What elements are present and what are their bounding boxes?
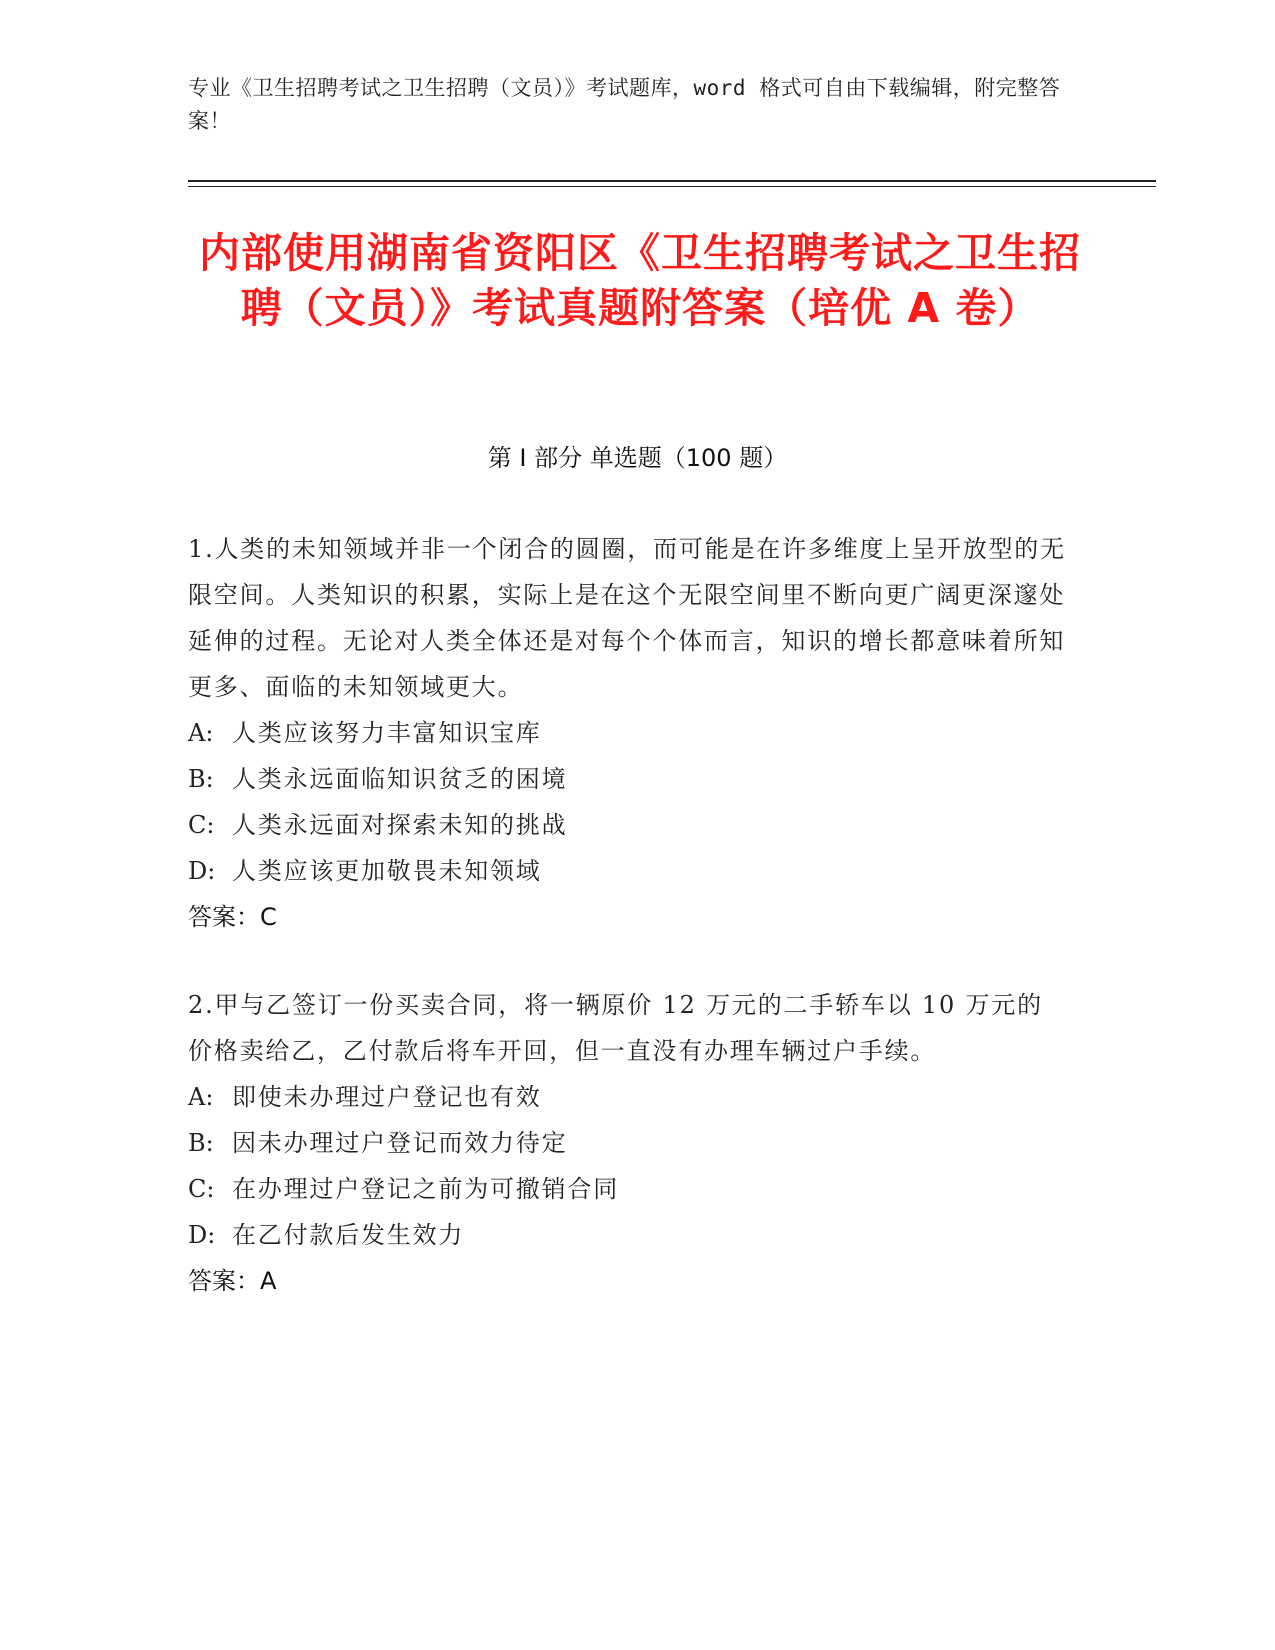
question-2 [188,982,1068,1304]
document-title: 内部使用湖南省资阳区《卫生招聘考试之卫生招聘（文员）》考试真题附答案（培优 A 卷） [199,229,1081,332]
header-divider-thin [188,186,1156,187]
option-text: 人类永远面临知识贫乏的困境 [232,765,568,793]
option-a [188,710,1068,756]
option-d [188,1212,1068,1258]
option-key: B: [188,765,214,793]
option-key: C: [188,1175,215,1203]
option-c [188,802,1068,848]
option-key: D: [188,857,216,885]
option-key: A: [188,719,214,747]
option-a [188,1074,1068,1120]
option-text: 即使未办理过户登记也有效 [232,1083,542,1111]
option-c [188,1166,1068,1212]
header-divider-thick [188,180,1156,182]
option-text: 在办理过户登记之前为可撤销合同 [232,1175,619,1203]
option-text: 因未办理过户登记而效力待定 [232,1129,568,1157]
option-key: A: [188,1083,214,1111]
answer: 答案：A [188,1267,277,1295]
option-b [188,756,1068,802]
option-b [188,1120,1068,1166]
option-text: 人类永远面对探索未知的挑战 [232,811,568,839]
answer: 答案：C [188,903,277,931]
question-stem: 2.甲与乙签订一份买卖合同，将一辆原价 12 万元的二手轿车以 10 万元的价格卖给乙，乙付款后将车开回，但一直没有办理车辆过户手续。 [188,991,1043,1065]
section-title: 第 I 部分 单选题（100 题） [487,444,788,472]
option-text: 人类应该更加敬畏未知领域 [232,857,542,885]
option-key: B: [188,1129,214,1157]
option-d [188,848,1068,894]
option-text: 在乙付款后发生效力 [232,1221,465,1249]
option-key: C: [188,811,215,839]
header-note: 专业《卫生招聘考试之卫生招聘（文员）》考试题库，word 格式可自由下载编辑，附完整答案！ [188,76,1061,133]
question-1 [188,526,1068,940]
option-key: D: [188,1221,216,1249]
question-stem: 1.人类的未知领域并非一个闭合的圆圈，而可能是在许多维度上呈开放型的无限空间。人类知识的积累，实际上是在这个无限空间里不断向更广阔更深邃处延伸的过程。无论对人类全体还是对每个个体而言，知识的增长都意味着所知更多、面临的未知领域更大。 [188,535,1066,701]
option-text: 人类应该努力丰富知识宝库 [232,719,542,747]
